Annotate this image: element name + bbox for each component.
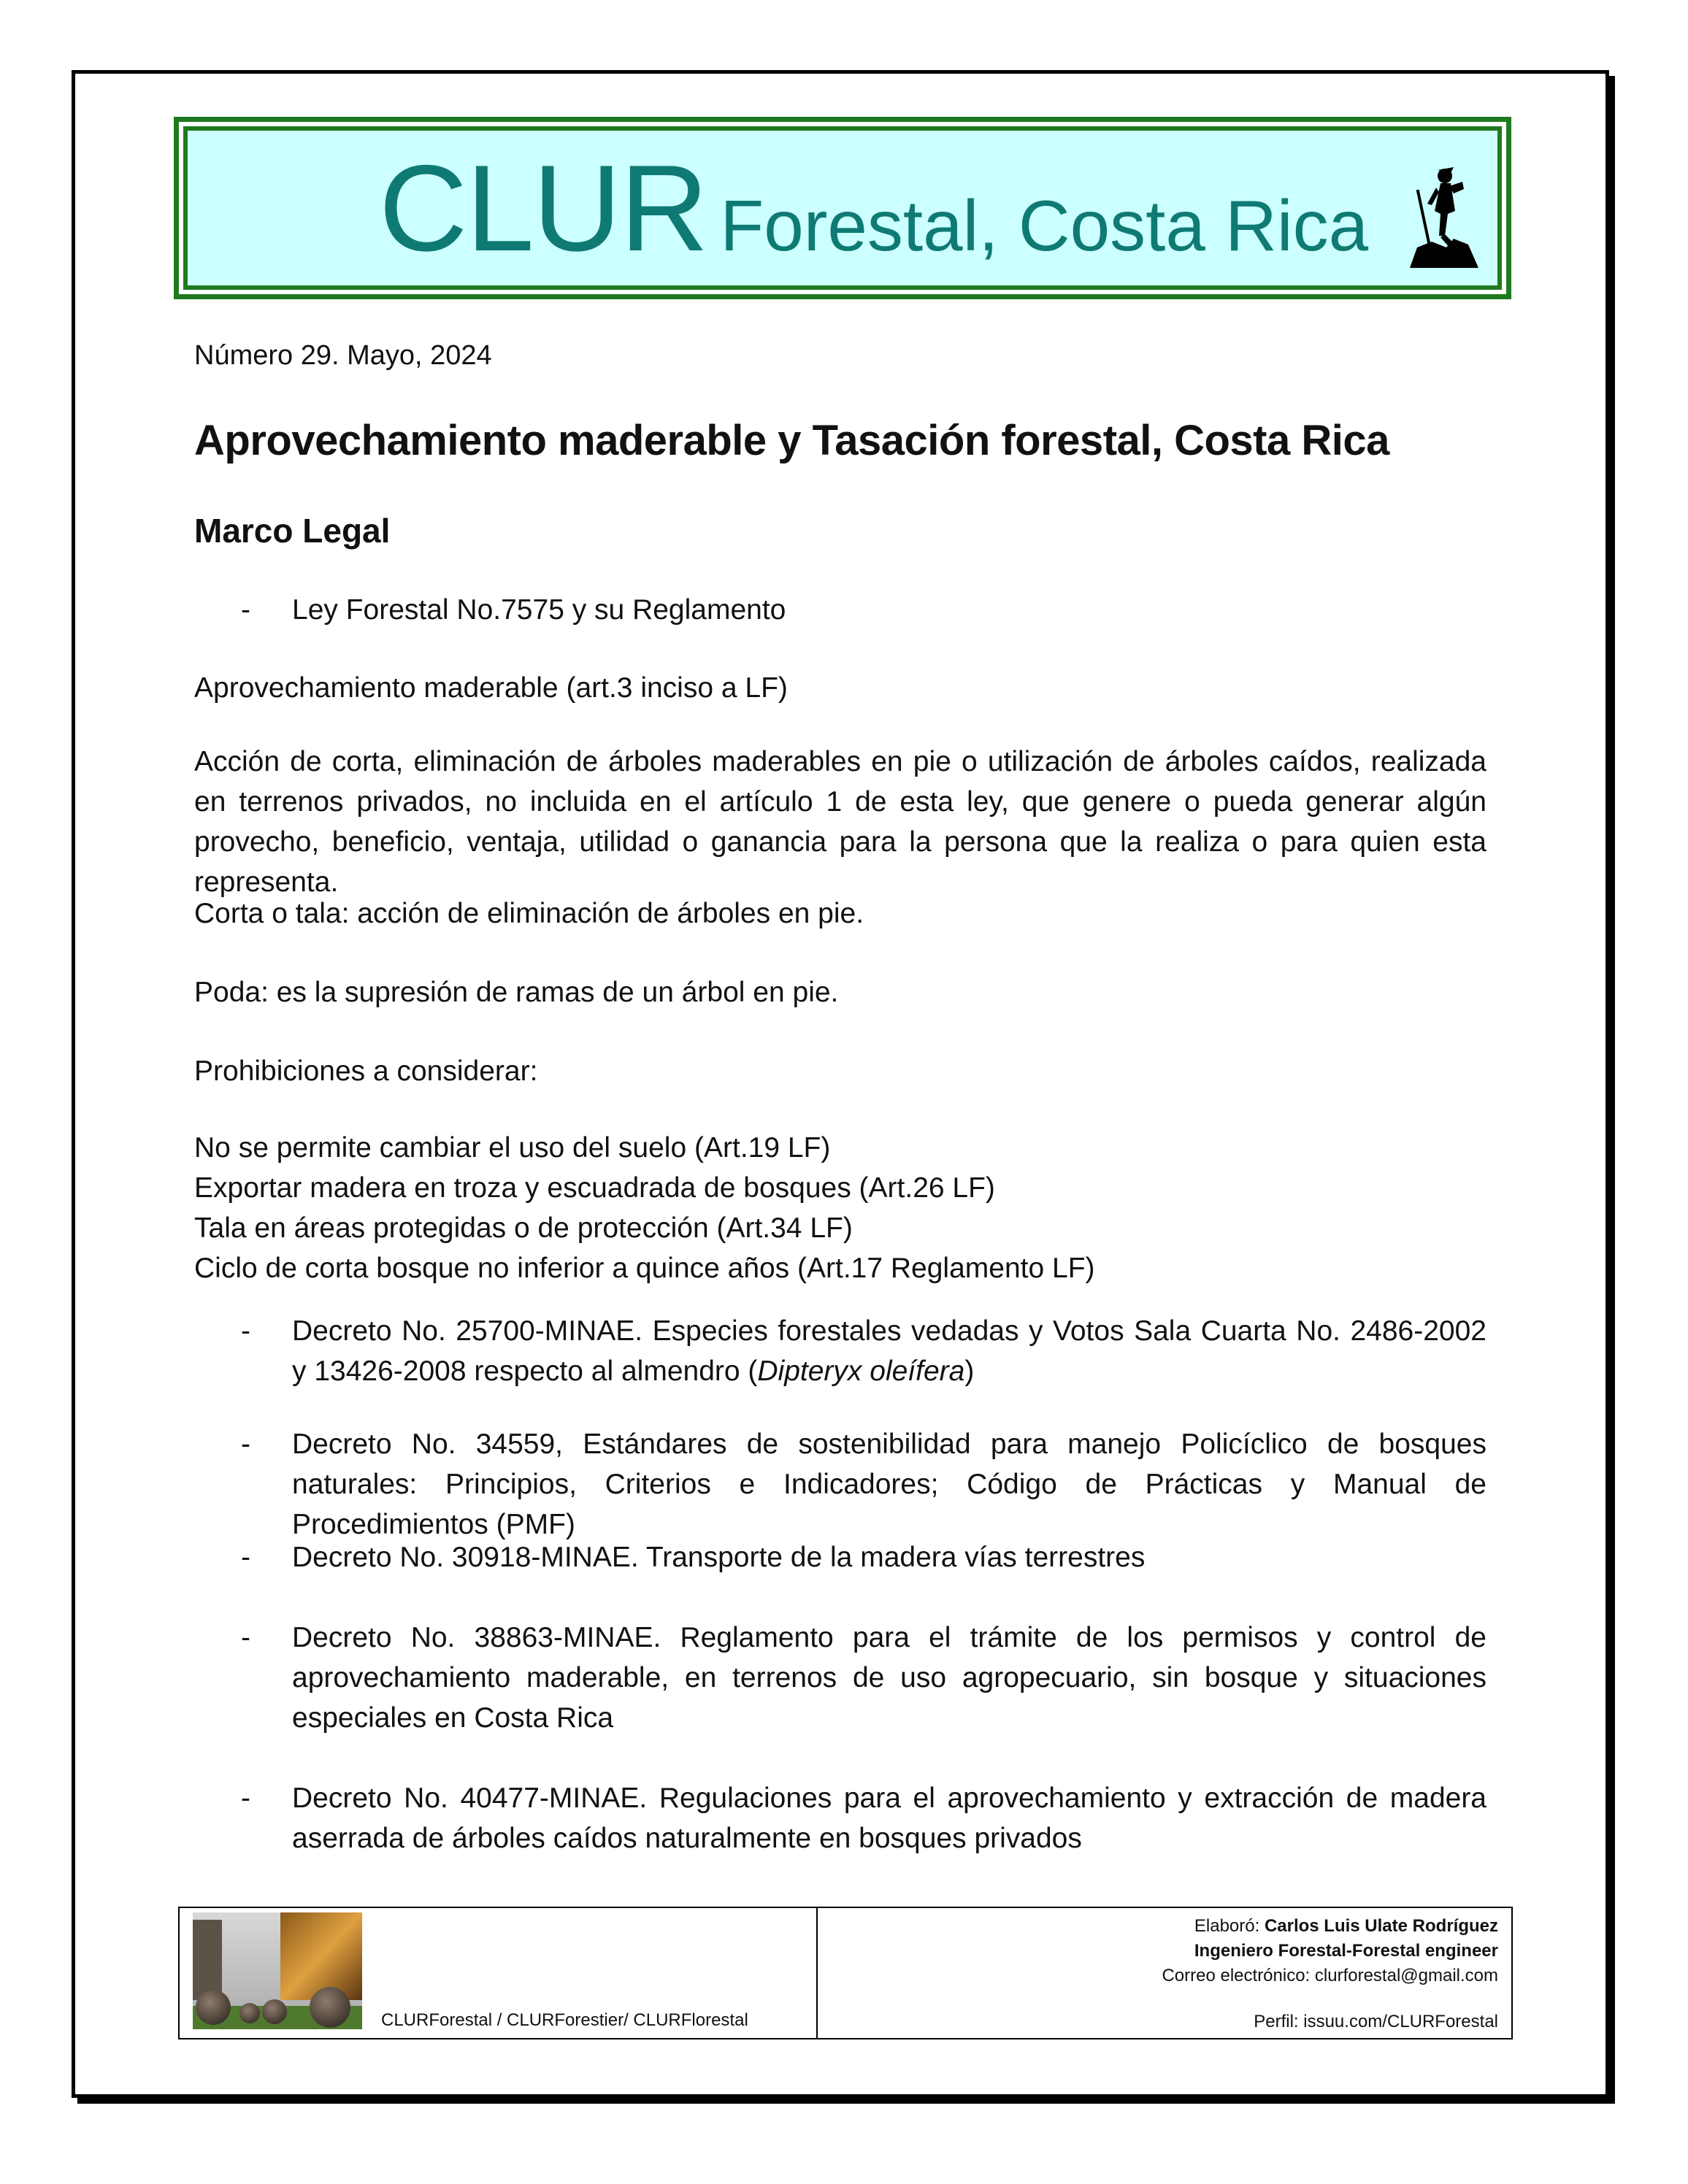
author-role: Ingeniero Forestal-Forestal engineer (1194, 1941, 1498, 1961)
prohibitions-list (194, 1128, 1486, 1288)
bullet-dash: - (241, 594, 250, 626)
decree-25700-close: ) (964, 1356, 975, 1387)
footer-divider (816, 1908, 818, 2038)
brand-main: CLUR (379, 139, 707, 277)
definition-text: Acción de corta, eliminación de árboles maderables en pie o utilización de árboles caídos, realizada en terrenos privados, no incluida en el artículo 1 de esta ley, que genere o pueda generar algún provecho, beneficio, ventaja, utilidad o ganancia para la persona que la realiza o para quien esta representa. (194, 746, 1486, 898)
bullet-dash: - (241, 1542, 250, 1573)
decree-34559: Decreto No. 34559, Estándares de sostenibilidad para manejo Policíclico de bosques naturales: Principios, Criterios e Indicadores; Código de Prácticas y Manual de Procedimientos (PMF) (292, 1429, 1486, 1540)
species-name: Dipteryx oleífera (757, 1356, 965, 1387)
issue-line: Número 29. Mayo, 2024 (194, 340, 492, 371)
elaboro-label: Elaboró: (1194, 1916, 1265, 1936)
bullet-dash: - (241, 1429, 250, 1460)
document-title: Aprovechamiento maderable y Tasación forestal, Costa Rica (194, 417, 1389, 464)
decree-25700-text: Decreto No. 25700-MINAE. Especies forestales vedadas y Votos Sala Cuarta No. 2486-2002 y 13426-2008 respecto al almendro ( (292, 1315, 1486, 1387)
footer-brands: CLURForestal / CLURForestier/ CLURFlorestal (381, 2010, 748, 2030)
profile-link[interactable]: Perfil: issuu.com/CLURForestal (1254, 2012, 1498, 2031)
masthead-inner (183, 126, 1502, 290)
bullet-dash: - (241, 1315, 250, 1347)
decree-40477: Decreto No. 40477-MINAE. Regulaciones para el aprovechamiento y extracción de madera aserrada de árboles caídos naturalmente en bosques privados (292, 1783, 1486, 1854)
author-name: Carlos Luis Ulate Rodríguez (1264, 1916, 1498, 1936)
masthead-brand (379, 139, 1369, 277)
prohibition-item: Ciclo de corta bosque no inferior a quince años (Art.17 Reglamento LF) (194, 1253, 1095, 1284)
section-heading: Marco Legal (194, 512, 391, 550)
corta-text: Corta o tala: acción de eliminación de árboles en pie. (194, 898, 864, 929)
bullet-dash: - (241, 1783, 250, 1814)
footer-credits (1162, 1914, 1498, 1988)
author-email: Correo electrónico: clurforestal@gmail.com (1162, 1966, 1498, 1985)
definition-heading: Aprovechamiento maderable (art.3 inciso a LF) (194, 672, 788, 704)
prohibition-item: Tala en áreas protegidas o de protección (Art.34 LF) (194, 1212, 853, 1244)
decree-38863: Decreto No. 38863-MINAE. Reglamento para el trámite de los permisos y control de aprovechamiento maderable, en terrenos de uso agropecuario, sin bosque y situaciones especiales en Costa Rica (292, 1622, 1486, 1734)
decree-30918: Decreto No. 30918-MINAE. Transporte de la madera vías terrestres (292, 1542, 1146, 1573)
prohibitions-heading: Prohibiciones a considerar: (194, 1056, 538, 1087)
prohibition-item: No se permite cambiar el uso del suelo (Art.19 LF) (194, 1132, 831, 1164)
poda-text: Poda: es la supresión de ramas de un árbol en pie. (194, 977, 839, 1008)
brand-sub: Forestal, Costa Rica (720, 185, 1369, 266)
decree-25700 (292, 1311, 1486, 1391)
prohibition-item: Exportar madera en troza y escuadrada de bosques (Art.26 LF) (194, 1172, 995, 1204)
hiker-icon (1403, 160, 1483, 269)
footer-box (178, 1907, 1513, 2039)
stone-spheres-photo (193, 1912, 362, 2029)
law-item: Ley Forestal No.7575 y su Reglamento (292, 594, 786, 626)
masthead-banner (174, 117, 1511, 299)
bullet-dash: - (241, 1622, 250, 1653)
